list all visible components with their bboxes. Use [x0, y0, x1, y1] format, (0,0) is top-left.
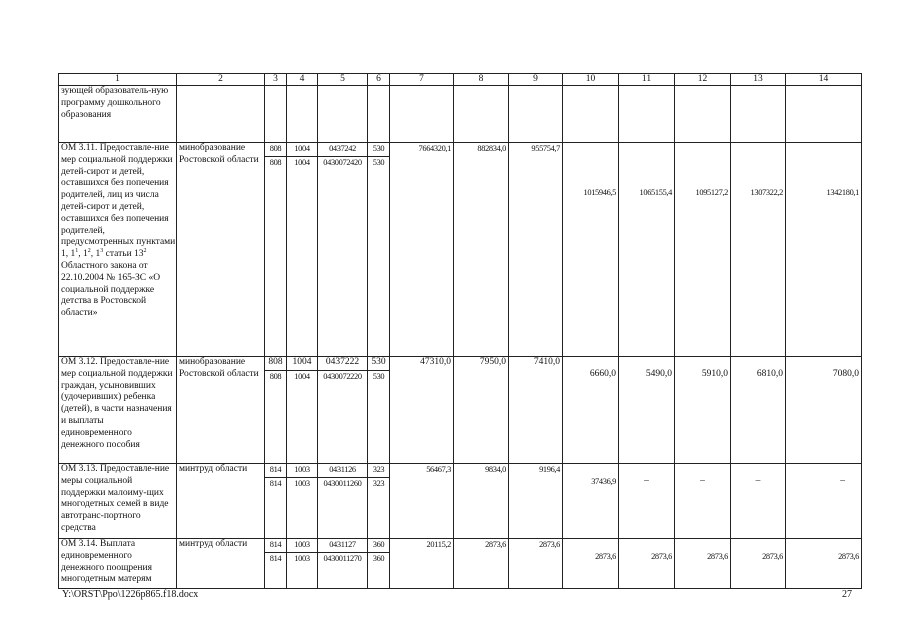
col-header-2: 2 — [177, 74, 265, 86]
col-header-7: 7 — [390, 74, 454, 86]
cell-grbs: 808 808 — [265, 357, 287, 464]
cell-rzpr: 1003 1003 — [287, 539, 318, 589]
col-header-13: 13 — [731, 74, 786, 86]
cell-rzpr: 1003 1003 — [287, 464, 318, 539]
cell-value-9: 7410,0 — [509, 357, 563, 464]
cell-grbs: 814 814 — [265, 464, 287, 539]
col-header-1: 1 — [59, 74, 177, 86]
cell-value-11: 2873,6 — [619, 539, 675, 589]
row-description: ОМ 3.14. Выплата единовременного денежного поощрения многодетным матерям — [59, 539, 177, 589]
cell-vr: 530 530 — [368, 143, 390, 357]
table-row-om-3-13 — [59, 464, 862, 539]
cell-value-11: 1065155,4 — [619, 143, 675, 357]
cell-csr: 0431127 0430011270 — [318, 539, 368, 589]
cell-vr: 360 360 — [368, 539, 390, 589]
cell-value-8: 7950,0 — [454, 357, 509, 464]
cell-value-12: 2873,6 — [675, 539, 731, 589]
continuation-desc: зующей образователь-ную программу дошкольного образования — [59, 86, 177, 143]
continuation-row — [59, 86, 862, 143]
cell-value-7: 56467,3 — [390, 464, 454, 539]
budget-table — [58, 73, 862, 589]
header-row — [59, 74, 862, 86]
col-header-4: 4 — [287, 74, 318, 86]
footer-file-path: Y:\ORST\Ppo\1226p865.f18.docx — [62, 589, 199, 600]
cell-grbs: 808 808 — [265, 143, 287, 357]
cell-value-7: 7664320,1 — [390, 143, 454, 357]
cell-csr: 0431126 0430011260 — [318, 464, 368, 539]
cell-value-13: 2873,6 — [731, 539, 786, 589]
cell-vr: 323 323 — [368, 464, 390, 539]
cell-value-13: – — [731, 464, 786, 539]
col-header-11: 11 — [619, 74, 675, 86]
table-row-om-3-11 — [59, 143, 862, 357]
cell-value-12: – — [675, 464, 731, 539]
cell-value-8: 882834,0 — [454, 143, 509, 357]
col-header-8: 8 — [454, 74, 509, 86]
cell-value-13: 6810,0 — [731, 357, 786, 464]
col-header-10: 10 — [563, 74, 619, 86]
cell-rzpr: 1004 1004 — [287, 143, 318, 357]
row-description: ОМ 3.11. Предоставле-ние мер социальной поддержки детей-сирот и детей, оставшихся без попечения родителей, лиц из числа детей-сирот и детей, оставшихся без попечения родителей, предусмотренных пунктами 1, $1^1$, $1^2$, $1^3$ статьи $13^2$ Областного закона от 22.10.2004 № 165-ЗС «О социальной поддержке детства в Ростовской области» — [59, 143, 177, 357]
cell-value-10: 2873,6 — [563, 539, 619, 589]
col-header-6: 6 — [368, 74, 390, 86]
cell-value-10: 6660,0 — [563, 357, 619, 464]
cell-value-10: 37436,9 — [563, 464, 619, 539]
col-header-9: 9 — [509, 74, 563, 86]
cell-value-7: 20115,2 — [390, 539, 454, 589]
col-header-5: 5 — [318, 74, 368, 86]
cell-value-8: 9834,0 — [454, 464, 509, 539]
col-header-3: 3 — [265, 74, 287, 86]
cell-rzpr: 1004 1004 — [287, 357, 318, 464]
page-number: 27 — [842, 589, 852, 600]
cell-value-14: 2873,6 — [786, 539, 862, 589]
cell-grbs: 814 814 — [265, 539, 287, 589]
cell-value-10: 1015946,5 — [563, 143, 619, 357]
cell-value-8: 2873,6 — [454, 539, 509, 589]
cell-value-13: 1307322,2 — [731, 143, 786, 357]
cell-value-11: – — [619, 464, 675, 539]
cell-value-7: 47310,0 — [390, 357, 454, 464]
cell-value-14: – — [786, 464, 862, 539]
cell-value-11: 5490,0 — [619, 357, 675, 464]
cell-value-9: 2873,6 — [509, 539, 563, 589]
col-header-14: 14 — [786, 74, 862, 86]
table-row-om-3-14 — [59, 539, 862, 589]
cell-value-12: 5910,0 — [675, 357, 731, 464]
row-executor: минобразование Ростовской области — [177, 143, 265, 357]
table-row-om-3-12 — [59, 357, 862, 464]
cell-value-12: 1095127,2 — [675, 143, 731, 357]
col-header-12: 12 — [675, 74, 731, 86]
cell-value-9: 9196,4 — [509, 464, 563, 539]
cell-vr: 530 530 — [368, 357, 390, 464]
row-executor: минтруд области — [177, 464, 265, 539]
row-description: ОМ 3.12. Предоставле-ние мер социальной поддержки граждан, усыновивших (удочеривших) ребенка (детей), в части назначения и выплаты единовременного денежного пособия — [59, 357, 177, 464]
cell-csr: 0437222 0430072220 — [318, 357, 368, 464]
row-executor: минобразование Ростовской области — [177, 357, 265, 464]
row-executor: минтруд области — [177, 539, 265, 589]
row-description: ОМ 3.13. Предоставле-ние меры социальной поддержки малоиму-щих многодетных семей в виде автотранс-портного средства — [59, 464, 177, 539]
cell-value-14: 1342180,1 — [786, 143, 862, 357]
cell-value-9: 955754,7 — [509, 143, 563, 357]
cell-csr: 0437242 0430072420 — [318, 143, 368, 357]
cell-value-14: 7080,0 — [786, 357, 862, 464]
